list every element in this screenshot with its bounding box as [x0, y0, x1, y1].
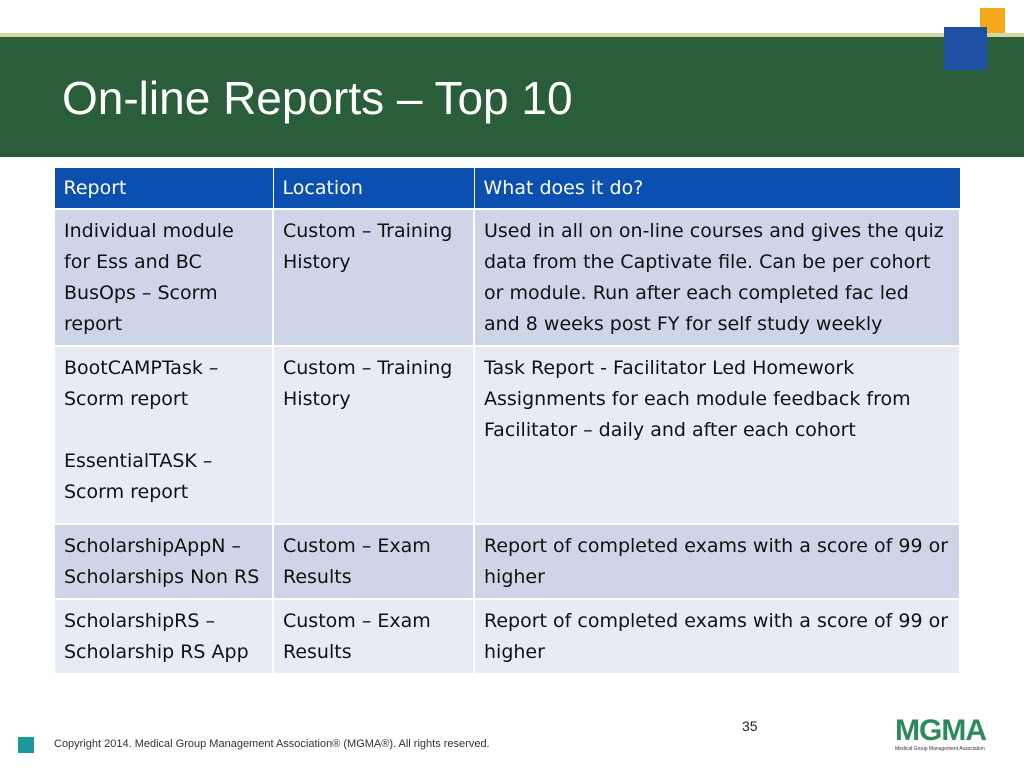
cell-report: ScholarshipRS – Scholarship RS App	[54, 599, 273, 674]
mgma-logo-subtext: Medical Group Management Association	[895, 746, 985, 752]
column-header-location: Location	[273, 168, 474, 210]
cell-report	[54, 346, 273, 524]
cell-location: Custom – Training History	[273, 209, 474, 346]
slide-number: 35	[742, 718, 758, 734]
report-name-essential: EssentialTASK – Scorm report	[64, 450, 213, 503]
mgma-logo-wordmark: MGMA	[895, 714, 986, 747]
column-header-report: Report	[54, 168, 273, 210]
cell-description: Report of completed exams with a score of 99 or higher	[474, 599, 960, 674]
cell-description: Report of completed exams with a score of 99 or higher	[474, 524, 960, 599]
mgma-logo	[895, 716, 1003, 754]
column-header-description: What does it do?	[474, 168, 960, 210]
cell-location: Custom – Exam Results	[273, 599, 474, 674]
table-row	[54, 524, 960, 599]
footer-square-icon	[18, 737, 34, 753]
reports-table	[53, 167, 961, 675]
cell-description: Used in all on on-line courses and gives the quiz data from the Captivate file. Can be per cohort or module. Run after each completed fac led and 8 weeks post FY for self study weekly	[474, 209, 960, 346]
cell-report: ScholarshipAppN – Scholarships Non RS	[54, 524, 273, 599]
cell-spacer	[64, 415, 263, 446]
cell-report: Individual module for Ess and BC BusOps – Scorm report	[54, 209, 273, 346]
table-row	[54, 599, 960, 674]
cell-location: Custom – Training History	[273, 346, 474, 524]
copyright-notice: Copyright 2014. Medical Group Management Association® (MGMA®). All rights reserved.	[54, 738, 490, 750]
report-name-bootcamp: BootCAMPTask – Scorm report	[64, 357, 219, 410]
cell-location: Custom – Exam Results	[273, 524, 474, 599]
slide-title: On-line Reports – Top 10	[62, 72, 573, 124]
table-row	[54, 209, 960, 346]
cell-description: Task Report - Facilitator Led Homework Assignments for each module feedback from Facilitator – daily and after each cohort	[474, 346, 960, 524]
table-header-row	[54, 168, 960, 210]
logo-square-blue	[944, 27, 987, 70]
top-strip	[0, 0, 1024, 33]
table-row	[54, 346, 960, 524]
